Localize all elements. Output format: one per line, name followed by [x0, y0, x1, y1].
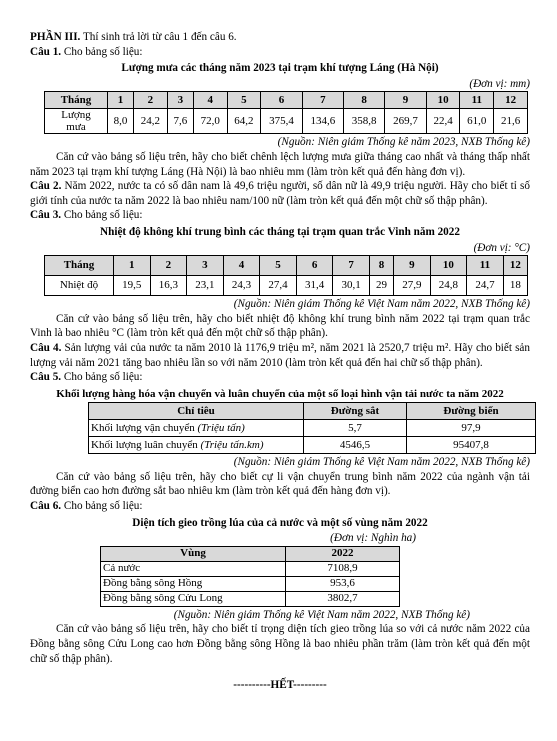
- q1-month-cell: 2: [134, 92, 168, 109]
- q5-header-cell: Đường sắt: [304, 403, 407, 420]
- q6-intro: Cho bảng số liệu:: [61, 500, 143, 513]
- q5-transport-table: [88, 402, 536, 454]
- q5-rail-cell: 4546,5: [304, 437, 407, 454]
- q3-value-cell: 27,9: [394, 276, 431, 296]
- q5-sea-cell: 95407,8: [407, 437, 536, 454]
- part-label: PHẦN III.: [30, 31, 81, 43]
- q5-label: Câu 5.: [30, 371, 62, 384]
- q6-header-row: [101, 546, 400, 561]
- q1-heading: [30, 45, 530, 60]
- q3-temperature-table: [44, 255, 528, 296]
- q3-value-cell: 29: [369, 276, 393, 296]
- q5-question: Căn cứ vào bảng số liệu trên, hãy cho biết cự li vận chuyển trung bình năm 2022 của ngành vận tải đường biển cao hơn đường sắt bao nhiêu km (làm tròn kết quả đến hàng đơn vị).: [30, 470, 530, 498]
- part-text: Thí sinh trả lời từ câu 1 đến câu 6.: [80, 31, 237, 43]
- q3-heading: [30, 208, 530, 223]
- q1-value-cell: 64,2: [227, 109, 261, 134]
- q6-region-cell: Cả nước: [101, 561, 286, 576]
- q6-unit: (Đơn vị: Nghìn ha): [330, 532, 416, 545]
- q1-value-cell: 358,8: [344, 109, 385, 134]
- q1-month-cell: 4: [193, 92, 227, 109]
- q3-month-cell: 1: [114, 256, 151, 276]
- q3-value-cell: 24,3: [223, 276, 260, 296]
- q5-header-cell: Chỉ tiêu: [89, 403, 304, 420]
- q3-month-cell: 11: [467, 256, 504, 276]
- q5-row-label: [89, 420, 304, 437]
- q3-value-cell: 31,4: [296, 276, 333, 296]
- q3-unit: (Đơn vị: °C): [473, 241, 530, 254]
- q6-row: [101, 591, 400, 606]
- q4-label: Câu 4.: [30, 341, 62, 354]
- q1-value-cell: 375,4: [261, 109, 302, 134]
- q5-source: (Nguồn: Niên giám Thống kê Việt Nam năm 2022, NXB Thống kê): [233, 456, 530, 469]
- q3-month-cell: 10: [430, 256, 467, 276]
- q4-paragraph: [30, 341, 530, 370]
- q5-row: [89, 420, 536, 437]
- q1-value-cell: 269,7: [385, 109, 426, 134]
- q2-label: Câu 2.: [30, 180, 62, 193]
- q1-month-cell: 3: [167, 92, 193, 109]
- q1-row-label: [45, 109, 108, 134]
- q6-region-cell: Đồng bằng sông Hồng: [101, 576, 286, 591]
- q3-table-title: Nhiệt độ không khí trung bình các tháng tại trạm quan trắc Vinh năm 2022: [100, 225, 460, 238]
- q1-header-cell: Tháng: [45, 92, 108, 109]
- q3-value-cell: 18: [503, 276, 527, 296]
- q1-unit: (Đơn vị: mm): [469, 77, 530, 90]
- q3-row-label: Nhiệt độ: [45, 276, 114, 296]
- q6-row: [101, 561, 400, 576]
- q3-value-cell: 24,7: [467, 276, 504, 296]
- q1-value-cell: 24,2: [134, 109, 168, 134]
- q2-text: Năm 2022, nước ta có số dân nam là 49,6 triệu người, số dân nữ là 49,9 triệu người. Hãy cho biết tỉ số giới tính của nước ta năm 2022 là bao nhiêu nam/100 nữ (làm tròn kết quả đến một chữ số thập phân).: [30, 180, 530, 207]
- q5-table-title: Khối lượng hàng hóa vận chuyển và luân chuyển của một số loại hình vận tải nước ta năm 2022: [56, 387, 504, 400]
- q6-region-cell: Đồng bằng sông Cửu Long: [101, 591, 286, 606]
- q1-month-cell: 12: [494, 92, 528, 109]
- q5-row-label-unit: (Triệu tấn.km): [200, 438, 264, 451]
- q3-value-row: [45, 276, 528, 296]
- q6-value-cell: 3802,7: [286, 591, 400, 606]
- q5-row-label-main: Khối lượng luân chuyển: [91, 438, 201, 451]
- q1-question: Căn cứ vào bảng số liệu trên, hãy cho biết chênh lệch lượng mưa giữa tháng cao nhất và tháng thấp nhất năm 2023 tại trạm khí tượng Láng (Hà Nội) là bao nhiêu mm (làm tròn kết quả đến hàng đơn vị).: [30, 150, 530, 178]
- q6-value-cell: 7108,9: [286, 561, 400, 576]
- q5-intro: Cho bảng số liệu:: [61, 371, 143, 384]
- q6-header-cell: 2022: [286, 546, 400, 561]
- q1-value-cell: 134,6: [302, 109, 343, 134]
- q1-label: Câu 1.: [30, 45, 62, 58]
- q5-row-label-unit: (Triệu tấn): [197, 421, 245, 434]
- q5-header-row: [89, 403, 536, 420]
- q6-rice-area-table: [100, 546, 400, 607]
- q1-value-cell: 21,6: [494, 109, 528, 134]
- q5-heading: [30, 370, 530, 385]
- q1-header-row: [45, 92, 528, 109]
- q1-value-cell: 22,4: [426, 109, 460, 134]
- q3-value-cell: 27,4: [260, 276, 297, 296]
- q6-heading: [30, 499, 530, 514]
- exam-page: [30, 30, 530, 693]
- q6-row: [101, 576, 400, 591]
- q3-month-cell: 9: [394, 256, 431, 276]
- q3-value-cell: 23,1: [187, 276, 224, 296]
- q3-month-cell: 3: [187, 256, 224, 276]
- q6-value-cell: 953,6: [286, 576, 400, 591]
- q1-month-cell: 11: [460, 92, 494, 109]
- q3-month-cell: 8: [369, 256, 393, 276]
- q1-month-cell: 1: [108, 92, 134, 109]
- q3-intro: Cho bảng số liệu:: [61, 209, 143, 222]
- q1-table-title: Lượng mưa các tháng năm 2023 tại trạm khí tượng Láng (Hà Nội): [121, 62, 439, 75]
- q5-row-label: [89, 437, 304, 454]
- q1-value-cell: 61,0: [460, 109, 494, 134]
- q3-value-cell: 30,1: [333, 276, 370, 296]
- q6-source: (Nguồn: Niên giám Thống kê Việt Nam năm 2022, NXB Thống kê): [173, 608, 470, 621]
- q5-header-cell: Đường biển: [407, 403, 536, 420]
- q3-month-cell: 5: [260, 256, 297, 276]
- q3-month-cell: 4: [223, 256, 260, 276]
- q1-row-label-line1: Lượng: [61, 109, 91, 122]
- q1-month-cell: 8: [344, 92, 385, 109]
- q1-value-row: [45, 109, 528, 134]
- q1-month-cell: 10: [426, 92, 460, 109]
- q1-month-cell: 9: [385, 92, 426, 109]
- q4-text: Sản lượng vải của nước ta năm 2010 là 1176,9 triệu m², năm 2021 là 2520,7 triệu m². Hãy cho biết sản lượng vải năm 2021 tăng bao nhiêu lần so với năm 2010 (làm tròn kết quả đến hai chữ số thập phân).: [30, 341, 530, 369]
- q6-question: Căn cứ vào bảng số liệu trên, hãy cho biết tỉ trọng diện tích gieo trồng lúa so với cả nước năm 2022 của Đồng bằng sông Cửu Long cao hơn Đồng bằng sông Hồng là bao nhiêu phần trăm (làm tròn kết quả đến một chữ số thập phân).: [30, 623, 530, 665]
- q1-row-label-line2: mưa: [66, 121, 86, 134]
- q3-label: Câu 3.: [30, 209, 62, 222]
- q3-month-cell: 6: [296, 256, 333, 276]
- q6-table-title: Diện tích gieo trồng lúa của cả nước và một số vùng năm 2022: [132, 516, 428, 529]
- q1-month-cell: 6: [261, 92, 302, 109]
- q1-rainfall-table: [44, 91, 528, 134]
- q6-label: Câu 6.: [30, 500, 62, 513]
- q1-source: (Nguồn: Niên giám Thống kê năm 2023, NXB Thống kê): [277, 136, 530, 149]
- q3-month-cell: 12: [503, 256, 527, 276]
- q3-month-cell: 2: [150, 256, 187, 276]
- end-marker: ----------HẾT---------: [233, 679, 327, 692]
- q1-value-cell: 8,0: [108, 109, 134, 134]
- q1-month-cell: 7: [302, 92, 343, 109]
- q3-question: Căn cứ vào bảng số liệu trên, hãy cho biết nhiệt độ không khí trung bình năm 2022 tại trạm quan trắc Vinh là bao nhiêu °C (làm tròn kết quả đến một chữ số thập phân).: [30, 312, 530, 340]
- q1-month-cell: 5: [227, 92, 261, 109]
- q6-header-cell: Vùng: [101, 546, 286, 561]
- q3-source: (Nguồn: Niên giám Thống kê Việt Nam năm 2022, NXB Thống kê): [233, 298, 530, 311]
- q1-intro: Cho bảng số liệu:: [61, 45, 143, 58]
- q1-value-cell: 72,0: [193, 109, 227, 134]
- q2-paragraph: [30, 179, 530, 208]
- q3-month-cell: 7: [333, 256, 370, 276]
- q1-value-cell: 7,6: [167, 109, 193, 134]
- q5-row: [89, 437, 536, 454]
- part-header: [30, 30, 530, 45]
- q3-value-cell: 16,3: [150, 276, 187, 296]
- q5-row-label-main: Khối lượng vận chuyển: [91, 421, 198, 434]
- q3-value-cell: 19,5: [114, 276, 151, 296]
- q3-header-cell: Tháng: [45, 256, 114, 276]
- q3-value-cell: 24,8: [430, 276, 467, 296]
- q5-rail-cell: 5,7: [304, 420, 407, 437]
- q5-sea-cell: 97,9: [407, 420, 536, 437]
- q3-header-row: [45, 256, 528, 276]
